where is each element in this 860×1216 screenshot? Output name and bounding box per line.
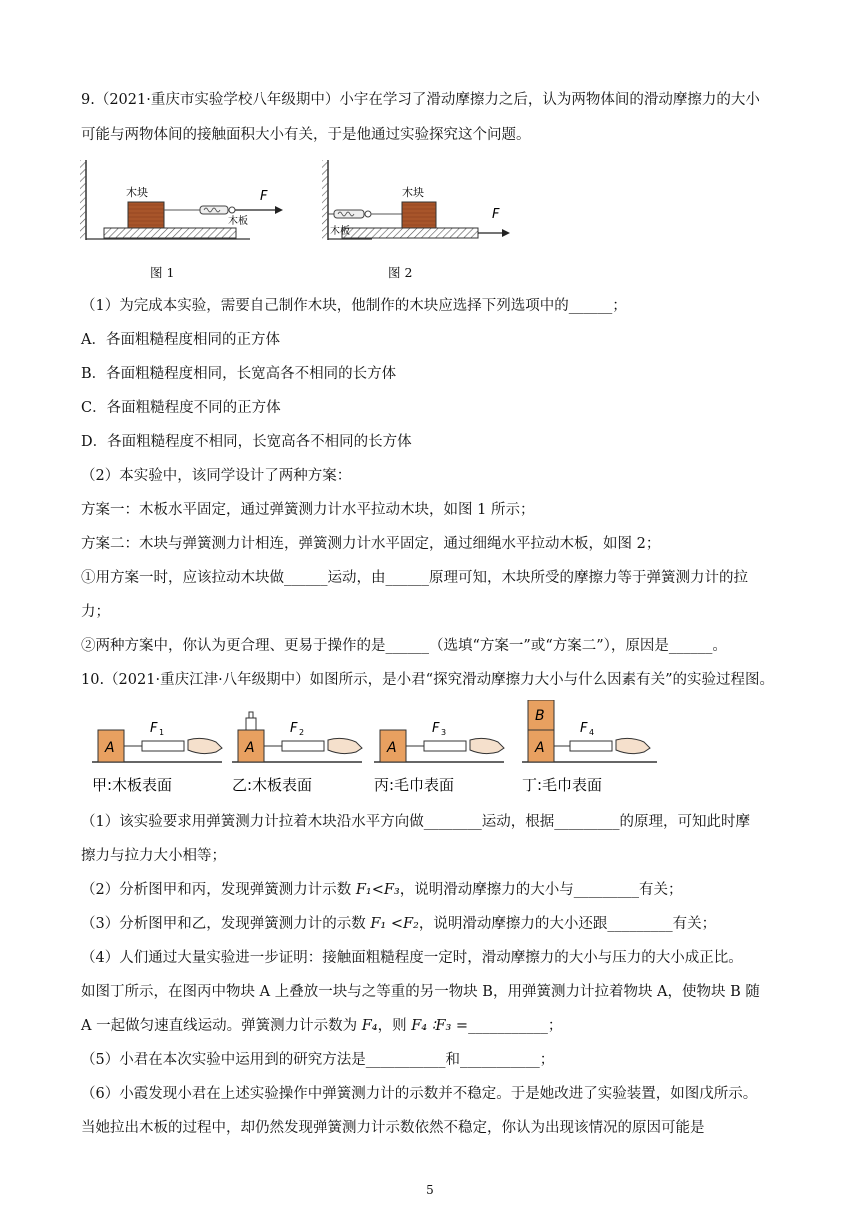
force-sub: 4: [589, 728, 595, 737]
spring-scale: [334, 210, 364, 218]
panel-jia: [92, 721, 222, 762]
q10-part1-line2: 擦力与拉力大小相等；: [81, 848, 226, 864]
force-label: F: [432, 721, 440, 736]
q10-part4-line1: （4）人们通过大量实验进一步证明：接触面粗糙程度一定时，滑动摩擦力的大小与压力的大小成正比。: [81, 950, 743, 966]
wall-hatch: [80, 160, 86, 240]
board: [104, 228, 236, 238]
block-label: 木块: [126, 186, 148, 199]
q9-option-b: B．各面粗糙程度相同，长宽高各不相同的长方体: [81, 366, 397, 382]
q9-part2: （2）本实验中，该同学设计了两种方案：: [81, 468, 352, 484]
q9-stem-line1: 9.（2021·重庆市实验学校八年级期中）小宇在学习了滑动摩擦力之后，认为两物体间的滑动摩擦力的大小: [81, 92, 760, 108]
q9-part1: （1）为完成本实验，需要自己制作木块，他制作的木块应选择下列选项中的______；: [81, 298, 627, 314]
q10-part4-a: A 一起做匀速直线运动。弹簧测力计示数为: [81, 1018, 362, 1034]
q9-option-a: A．各面粗糙程度相同的正方体: [81, 332, 280, 348]
force-label: F: [290, 721, 298, 736]
board: [342, 228, 478, 238]
q9-subq1-line2: 力；: [81, 604, 110, 620]
q9-plan-1: 方案一：木板水平固定，通过弹簧测力计水平拉动木块，如图 1 所示；: [81, 502, 535, 518]
board-label: 木板: [228, 216, 248, 227]
q10-part2: [81, 880, 790, 900]
wood-block: [128, 202, 164, 228]
page-number: 5: [426, 1183, 434, 1197]
hand: [328, 738, 362, 753]
board-label: 木板: [330, 226, 350, 237]
spring-scale: [282, 741, 324, 751]
q10-part3-a: （3）分析图甲和乙，发现弹簧测力计的示数: [81, 916, 371, 932]
force-label: F: [580, 721, 588, 736]
block-a-label: A: [105, 740, 115, 756]
panel-jia-label: 甲:木板表面: [92, 776, 173, 794]
q10-part1-line1: （1）该实验要求用弹簧测力计拉着木块沿水平方向做________运动，根据_________的原理，可知此时摩: [81, 814, 750, 830]
q10-part4-b: ，则: [377, 1018, 412, 1034]
force-label: F: [492, 207, 500, 222]
panel-yi: [232, 712, 362, 762]
q9-option-c: C．各面粗糙程度不同的正方体: [81, 400, 281, 416]
q9-subq2: ②两种方案中，你认为更合理、更易于操作的是______（选填“方案一”或“方案二”），原因是______。: [81, 638, 727, 654]
spring-scale: [570, 741, 612, 751]
q9-stem-line2: 可能与两物体间的接触面积大小有关，于是他通过实验探究这个问题。: [81, 127, 531, 143]
q10-part3: [81, 914, 790, 934]
q10-figure: [92, 700, 672, 798]
q10-part5: （5）小君在本次实验中运用到的研究方法是___________和___________；: [81, 1052, 555, 1068]
q10-part3-math: F₁ <F₂: [370, 916, 419, 932]
block-a-label: A: [535, 740, 545, 756]
hand: [470, 738, 504, 753]
spring-scale: [142, 741, 184, 751]
block-label: 木块: [402, 186, 424, 199]
force-sub: 1: [159, 728, 165, 737]
panel-bing: [374, 721, 504, 762]
wood-block: [402, 202, 436, 228]
figure-1-caption: 图 1: [150, 265, 175, 280]
q9-figure-2: [322, 160, 522, 242]
block-b-label: B: [535, 708, 545, 724]
q10-part6-line2: 当她拉出木板的过程中，却仍然发现弹簧测力计示数依然不稳定，你认为出现该情况的原因可能是: [81, 1120, 705, 1136]
panel-yi-label: 乙:木板表面: [232, 776, 313, 794]
figure-2-caption: 图 2: [388, 265, 413, 280]
q10-part2-b: ，说明滑动摩擦力的大小与_________有关；: [399, 882, 683, 898]
force-sub: 2: [299, 728, 305, 737]
force-label: F: [150, 721, 158, 736]
q10-part3-b: ，说明滑动摩擦力的大小还跟_________有关；: [418, 916, 717, 932]
q9-subq1-line1: ①用方案一时，应该拉动木块做______运动，由______原理可知，木块所受的摩擦力等于弹簧测力计的拉: [81, 570, 748, 586]
hand: [188, 738, 222, 753]
q10-part4-math1: F₄: [361, 1018, 378, 1034]
q10-part4-line2: 如图丁所示，在图丙中物块 A 上叠放一块与之等重的另一物块 B，用弹簧测力计拉着物块 A，使物块 B 随: [81, 984, 760, 1000]
weight: [246, 718, 256, 730]
q10-part2-a: （2）分析图甲和丙，发现弹簧测力计示数: [81, 882, 356, 898]
q9-plan-2: 方案二：木块与弹簧测力计相连，弹簧测力计水平固定，通过细绳水平拉动木板，如图 2；: [81, 536, 661, 552]
spring-scale: [424, 741, 466, 751]
force-label: F: [260, 189, 268, 204]
block-a-label: A: [387, 740, 397, 756]
q10-part4-c: =___________；: [451, 1018, 563, 1034]
hand: [616, 738, 650, 753]
q10-part4-math2: F₄ ∶F₃: [411, 1018, 452, 1034]
q9-figure-1: [80, 160, 300, 242]
panel-bing-label: 丙:毛巾表面: [374, 776, 455, 794]
panel-ding: [522, 700, 657, 762]
panel-ding-label: 丁:毛巾表面: [522, 776, 603, 794]
q10-part2-math: F₁<F₃: [355, 882, 400, 898]
q10-part4-line3: [81, 1016, 790, 1036]
force-sub: 3: [441, 728, 447, 737]
q10-stem: 10.（2021·重庆江津·八年级期中）如图所示，是小君“探究滑动摩擦力大小与什么因素有关”的实验过程图。: [81, 672, 775, 688]
q10-part6-line1: （6）小霞发现小君在上述实验操作中弹簧测力计的示数并不稳定。于是她改进了实验装置，如图戊所示。: [81, 1086, 758, 1102]
block-a-label: A: [245, 740, 255, 756]
q9-option-d: D．各面粗糙程度不相同，长宽高各不相同的长方体: [81, 434, 412, 450]
